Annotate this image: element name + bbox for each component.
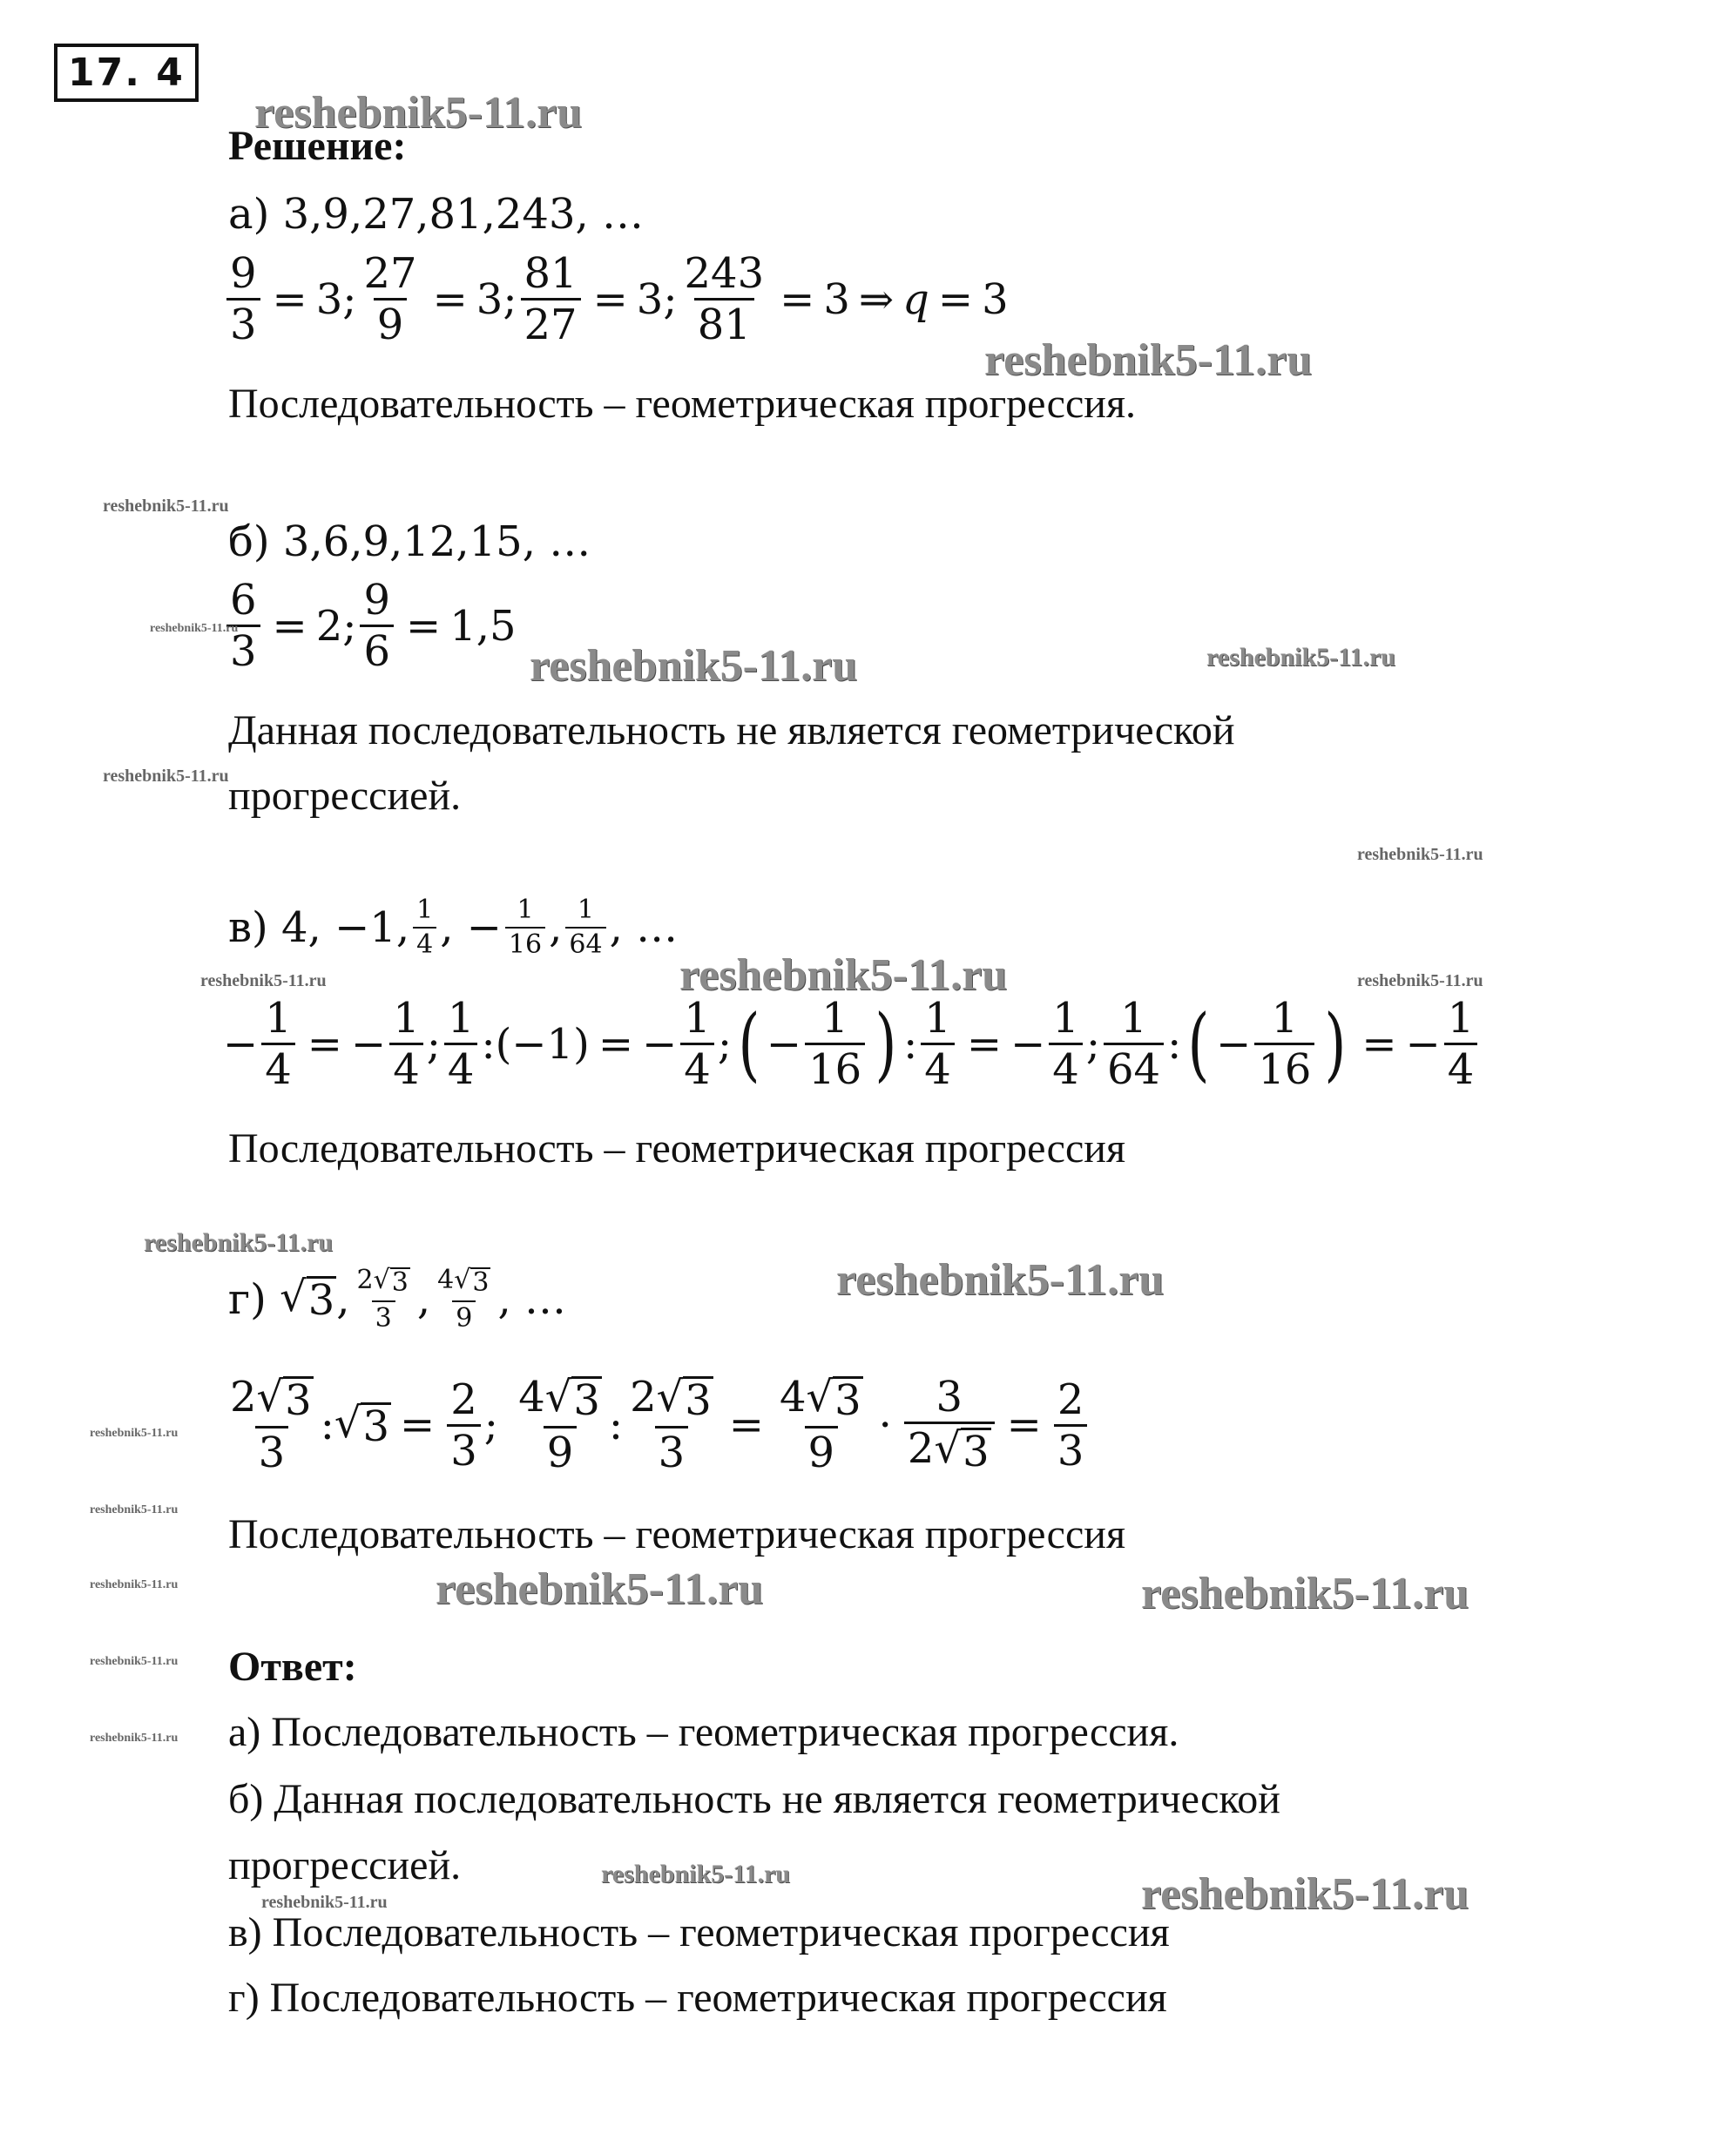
fraction: $\frac{243}{81}$ [684, 249, 765, 349]
watermark: reshebnik5-11.ru [90, 1578, 179, 1591]
watermark: reshebnik5-11.ru [1206, 643, 1395, 672]
fraction: $\frac{1}{4}$ [921, 997, 955, 1091]
fraction: $\frac{1}{4}$ [444, 997, 478, 1091]
watermark: reshebnik5-11.ru [254, 88, 583, 138]
part-d-conclusion: Последовательность – геометрическая прогрессия [228, 1511, 1126, 1557]
watermark: reshebnik5-11.ru [679, 950, 1008, 1000]
watermark: reshebnik5-11.ru [261, 1893, 388, 1912]
problem-number: 17. 4 [54, 44, 199, 102]
answer-b-line2: прогрессией. [228, 1842, 462, 1888]
fraction: $\frac{2}{3}$ [1054, 1379, 1088, 1472]
watermark: reshebnik5-11.ru [601, 1860, 790, 1888]
part-b-ratios: $\frac{6}{3}$ = 2; $\frac{9}{6}$ = 1,5 [223, 579, 517, 672]
part-c-label: в) [228, 903, 268, 952]
part-c-seq-start: 4, −1, [281, 903, 410, 952]
watermark: reshebnik5-11.ru [530, 641, 858, 691]
part-b-conclusion-line2: прогрессией. [228, 773, 462, 819]
watermark: reshebnik5-11.ru [103, 767, 229, 786]
part-d-label: г) [228, 1274, 267, 1324]
fraction: 4 √ 3 9 [779, 1373, 861, 1478]
part-a-sequence-text: 3,9,27,81,243, … [282, 190, 645, 239]
part-b-sequence-text: 3,6,9,12,15, … [282, 517, 591, 566]
fraction: 3 2 √ 3 [904, 1376, 995, 1474]
watermark: reshebnik5-11.ru [436, 1564, 764, 1614]
part-a-sequence [228, 190, 645, 239]
answer-d: г) Последовательность – геометрическая прогрессия [228, 1975, 1167, 2021]
watermark: reshebnik5-11.ru [1357, 971, 1483, 990]
part-d-ratios: 2 √ 3 3 : √ 3 = $\frac{2}{3}$ ; 4 √ 3 9 : 2 √ 3 3 = 4 √ 3 9 · 3 2 √ 3 = $\frac{2}{3}$ [223, 1376, 1091, 1474]
fraction: $\frac{1}{4}$ [680, 997, 714, 1091]
fraction: $\frac{1}{4}$ [413, 897, 436, 958]
part-c-seq-end: , … [609, 903, 679, 952]
fraction: 4 √ 3 9 [437, 1265, 490, 1334]
watermark: reshebnik5-11.ru [90, 1655, 179, 1668]
watermark: reshebnik5-11.ru [90, 1503, 179, 1516]
fraction: $\frac{9}{3}$ [226, 253, 260, 346]
watermark: reshebnik5-11.ru [200, 971, 327, 990]
solution-heading: Решение: [228, 123, 407, 169]
part-b-conclusion-line1: Данная последовательность не является геометрической [228, 707, 1235, 753]
answer-c: в) Последовательность – геометрическая прогрессия [228, 1909, 1170, 1955]
answer-b-line1: б) Данная последовательность не является геометрической [228, 1776, 1280, 1822]
watermark: reshebnik5-11.ru [150, 622, 239, 635]
answer-a: а) Последовательность – геометрическая прогрессия. [228, 1709, 1179, 1755]
fraction: $\frac{6}{3}$ [226, 579, 260, 672]
fraction: $\frac{27}{9}$ [363, 249, 417, 349]
answer-heading: Ответ: [228, 1644, 357, 1690]
part-a-conclusion: Последовательность – геометрическая прогрессия. [228, 381, 1137, 427]
part-b-sequence [228, 517, 591, 566]
watermark: reshebnik5-11.ru [103, 496, 229, 516]
fraction: $\frac{1}{4}$ [1444, 997, 1478, 1091]
watermark: reshebnik5-11.ru [984, 335, 1313, 385]
fraction: 4 √ 3 9 [518, 1373, 600, 1478]
part-a-label: а) [228, 190, 270, 239]
part-c-ratios: − $\frac{1}{4}$ = − $\frac{1}{4}$ ; $\frac{1}{4}$ :(−1) = − $\frac{1}{4}$ ; ( − $\frac{1}{16}$ ) : $\frac{1}{4}$ = − $\frac{1}{4}$ ; $\frac{1}{64}$ : ( − $\frac{1}{16}$ ) = − $\frac{1}{4}$ [223, 997, 1481, 1091]
sqrt-3: √ 3 [280, 1273, 335, 1326]
fraction: 2 √ 3 3 [230, 1373, 312, 1478]
watermark: reshebnik5-11.ru [144, 1228, 333, 1257]
watermark: reshebnik5-11.ru [90, 1427, 179, 1440]
fraction: $\frac{1}{64}$ [565, 897, 605, 958]
part-b-label: б) [228, 517, 270, 566]
watermark: reshebnik5-11.ru [1141, 1569, 1469, 1618]
sqrt-3: √ 3 [334, 1398, 389, 1451]
watermark: reshebnik5-11.ru [90, 1732, 179, 1745]
part-a-ratios: $\frac{9}{3}$ = 3; $\frac{27}{9}$ = 3; $\frac{81}{27}$ = 3; $\frac{243}{81}$ = 3 ⇒ q = 3 [223, 253, 1009, 346]
watermark: reshebnik5-11.ru [836, 1255, 1165, 1305]
part-c-conclusion: Последовательность – геометрическая прогрессия [228, 1125, 1126, 1172]
fraction: $\frac{1}{4}$ [261, 997, 295, 1091]
fraction: $\frac{1}{16}$ [805, 997, 865, 1091]
fraction: $\frac{1}{4}$ [389, 997, 423, 1091]
part-c-sequence: в) 4, −1, $\frac{1}{4}$ , − $\frac{1}{16}$ , $\frac{1}{64}$ , … [228, 895, 679, 960]
watermark: reshebnik5-11.ru [1357, 845, 1483, 864]
part-d-sequence: г) √ 3 , 2 √ 3 3 , 4 √ 3 9 , … [228, 1265, 566, 1334]
fraction: $\frac{1}{16}$ [1254, 997, 1314, 1091]
fraction: $\frac{81}{27}$ [521, 253, 581, 346]
fraction: $\frac{1}{4}$ [1049, 997, 1083, 1091]
fraction: 2 √ 3 3 [630, 1373, 712, 1478]
watermark: reshebnik5-11.ru [1141, 1869, 1469, 1919]
part-d-seq-end: , … [497, 1274, 566, 1324]
fraction: 2 √ 3 3 [356, 1265, 409, 1334]
fraction: $\frac{1}{64}$ [1104, 997, 1164, 1091]
fraction: $\frac{9}{6}$ [360, 579, 394, 672]
fraction: $\frac{2}{3}$ [447, 1379, 481, 1472]
fraction: $\frac{1}{16}$ [505, 897, 545, 958]
